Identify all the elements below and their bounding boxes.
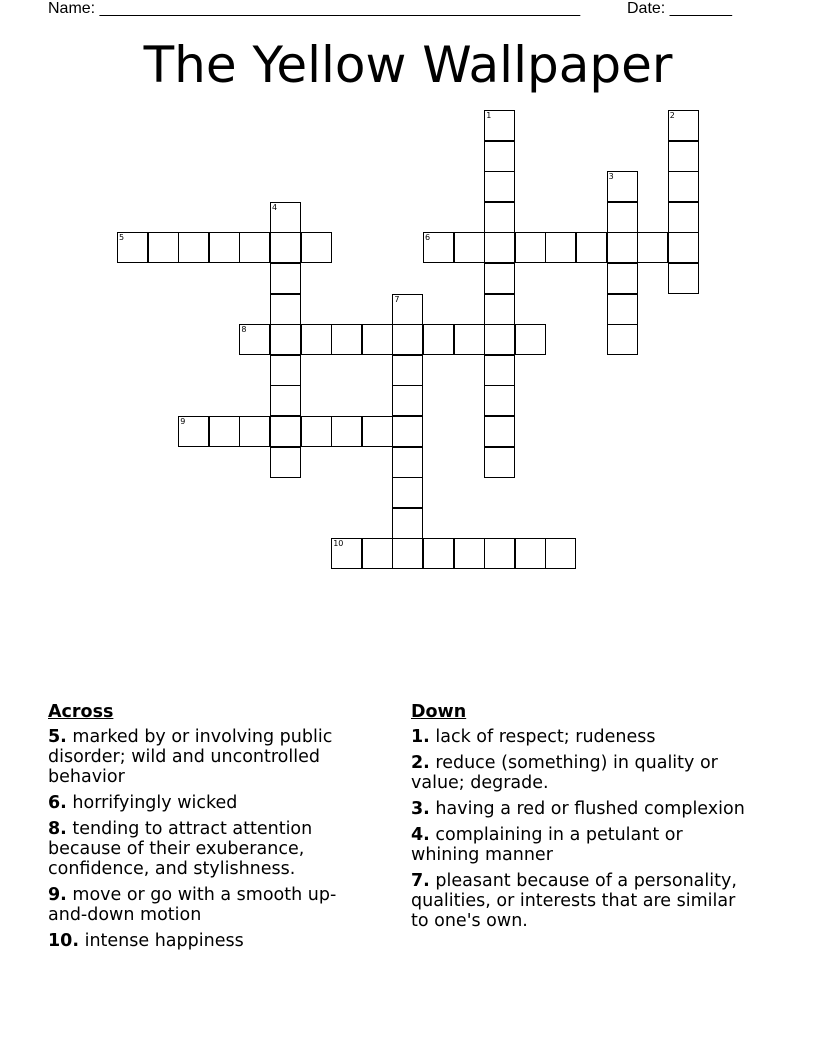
grid-cell[interactable] — [668, 141, 699, 172]
across-clues — [48, 702, 368, 957]
grid-cell[interactable] — [454, 324, 485, 355]
grid-cell[interactable] — [484, 416, 515, 447]
grid-cell[interactable] — [362, 416, 393, 447]
grid-cell[interactable] — [392, 385, 423, 416]
grid-cell[interactable] — [545, 538, 576, 569]
clue-item-text: pleasant because of a personality, qualities, or interests that are similar to one's own. — [411, 871, 737, 931]
clue-item-text: marked by or involving public disorder; wild and uncontrolled behavior — [48, 727, 333, 787]
clue-item-number: 6. — [48, 793, 67, 813]
grid-cell[interactable] — [148, 232, 179, 263]
clue-item-text: having a red or flushed complexion — [435, 799, 745, 819]
down-heading: Down — [411, 702, 467, 722]
grid-cell[interactable] — [392, 447, 423, 478]
grid-cell[interactable] — [423, 324, 454, 355]
grid-cell[interactable] — [270, 447, 301, 478]
clue-item-number: 7. — [411, 871, 430, 891]
grid-cell[interactable] — [484, 263, 515, 294]
grid-cell[interactable] — [607, 171, 638, 202]
grid-cell[interactable] — [209, 232, 240, 263]
grid-cell[interactable] — [239, 324, 270, 355]
across-clue-list — [48, 727, 368, 951]
clue-item-number: 10. — [48, 931, 80, 951]
grid-cell[interactable] — [392, 416, 423, 447]
clue-item-text: tending to attract attention because of their exuberance, confidence, and stylishness. — [48, 819, 313, 879]
grid-cell[interactable] — [392, 324, 423, 355]
clue-number: 9 — [180, 417, 186, 426]
grid-cell[interactable] — [239, 416, 270, 447]
grid-cell[interactable] — [668, 202, 699, 233]
grid-cell[interactable] — [270, 385, 301, 416]
clue-item — [48, 819, 368, 879]
grid-cell[interactable] — [484, 294, 515, 325]
grid-cell[interactable] — [301, 324, 332, 355]
grid-cell[interactable] — [239, 232, 270, 263]
clue-item-number: 2. — [411, 753, 430, 773]
grid-cell[interactable] — [270, 232, 301, 263]
grid-cell[interactable] — [484, 141, 515, 172]
clue-item-number: 5. — [48, 727, 67, 747]
down-clue-list — [411, 727, 756, 931]
grid-cell[interactable] — [392, 538, 423, 569]
grid-cell[interactable] — [545, 232, 576, 263]
page-title: The Yellow Wallpaper — [143, 36, 673, 94]
clue-item-number: 3. — [411, 799, 430, 819]
clue-number: 10 — [333, 539, 344, 549]
clue-item-text: lack of respect; rudeness — [435, 727, 656, 747]
across-heading: Across — [48, 702, 114, 722]
grid-cell[interactable] — [331, 416, 362, 447]
grid-cell[interactable] — [392, 294, 423, 325]
down-clues — [411, 702, 756, 937]
clue-item — [411, 825, 756, 865]
clue-number: 6 — [425, 233, 431, 243]
grid-cell[interactable] — [515, 324, 546, 355]
grid-cell[interactable] — [607, 202, 638, 233]
grid-cell[interactable] — [668, 232, 699, 263]
grid-cell[interactable] — [270, 202, 301, 233]
grid-cell[interactable] — [423, 232, 454, 263]
clue-item — [48, 727, 368, 787]
date-field-label: Date: _______ — [627, 0, 732, 17]
clue-item — [411, 799, 756, 819]
clue-number: 3 — [608, 172, 614, 182]
grid-cell[interactable] — [484, 232, 515, 263]
grid-cell[interactable] — [484, 171, 515, 202]
grid-cell[interactable] — [270, 324, 301, 355]
clue-number: 8 — [241, 325, 247, 335]
grid-cell[interactable] — [607, 263, 638, 294]
grid-cell[interactable] — [392, 477, 423, 508]
grid-cell[interactable] — [637, 232, 668, 263]
clue-item — [48, 885, 368, 925]
grid-cell[interactable] — [270, 416, 301, 447]
grid-cell[interactable] — [392, 355, 423, 386]
grid-cell[interactable] — [454, 538, 485, 569]
grid-cell[interactable] — [484, 355, 515, 386]
clue-number: 4 — [272, 202, 278, 212]
grid-cell[interactable] — [668, 110, 699, 141]
grid-cell[interactable] — [178, 416, 209, 447]
clue-item-number: 9. — [48, 885, 67, 905]
grid-cell[interactable] — [270, 355, 301, 386]
grid-cell[interactable] — [362, 324, 393, 355]
grid-cell[interactable] — [515, 232, 546, 263]
grid-cell[interactable] — [607, 324, 638, 355]
grid-cell[interactable] — [117, 232, 148, 263]
clue-number: 2 — [669, 111, 675, 120]
grid-cell[interactable] — [668, 263, 699, 294]
grid-cell[interactable] — [576, 232, 607, 263]
clue-number: 1 — [486, 111, 492, 120]
grid-cell[interactable] — [301, 232, 332, 263]
name-field-label: Name: ______________________________________________________ — [48, 0, 581, 17]
grid-cell[interactable] — [484, 324, 515, 355]
grid-cell[interactable] — [454, 232, 485, 263]
grid-cell[interactable] — [270, 263, 301, 294]
grid-cell[interactable] — [515, 538, 546, 569]
clue-item-text: intense happiness — [84, 931, 244, 951]
grid-cell[interactable] — [301, 416, 332, 447]
grid-cell[interactable] — [484, 447, 515, 478]
clue-item-number: 1. — [411, 727, 430, 747]
grid-cell[interactable] — [270, 294, 301, 325]
grid-cell[interactable] — [484, 538, 515, 569]
clue-item — [48, 793, 368, 813]
grid-cell[interactable] — [484, 110, 515, 141]
clue-item-number: 8. — [48, 819, 67, 839]
grid-cell[interactable] — [607, 232, 638, 263]
grid-cell[interactable] — [607, 294, 638, 325]
grid-cell[interactable] — [331, 538, 362, 569]
clue-number: 5 — [119, 233, 125, 243]
clue-item-number: 4. — [411, 825, 430, 845]
clue-item-text: move or go with a smooth up-and-down motion — [48, 885, 337, 925]
clue-item-text: reduce (something) in quality or value; degrade. — [411, 753, 718, 793]
grid-cell[interactable] — [484, 385, 515, 416]
grid-cell[interactable] — [668, 171, 699, 202]
grid-cell[interactable] — [331, 324, 362, 355]
grid-cell[interactable] — [178, 232, 209, 263]
grid-cell[interactable] — [362, 538, 393, 569]
clue-item-text: complaining in a petulant or whining manner — [411, 825, 683, 865]
grid-cell[interactable] — [209, 416, 240, 447]
clue-item — [411, 871, 756, 931]
clue-item — [411, 727, 756, 747]
clue-item-text: horrifyingly wicked — [72, 793, 238, 813]
clue-item — [48, 931, 368, 951]
grid-cell[interactable] — [392, 508, 423, 539]
clue-item — [411, 753, 756, 793]
grid-cell[interactable] — [484, 202, 515, 233]
clue-number: 7 — [394, 294, 400, 304]
grid-cell[interactable] — [423, 538, 454, 569]
